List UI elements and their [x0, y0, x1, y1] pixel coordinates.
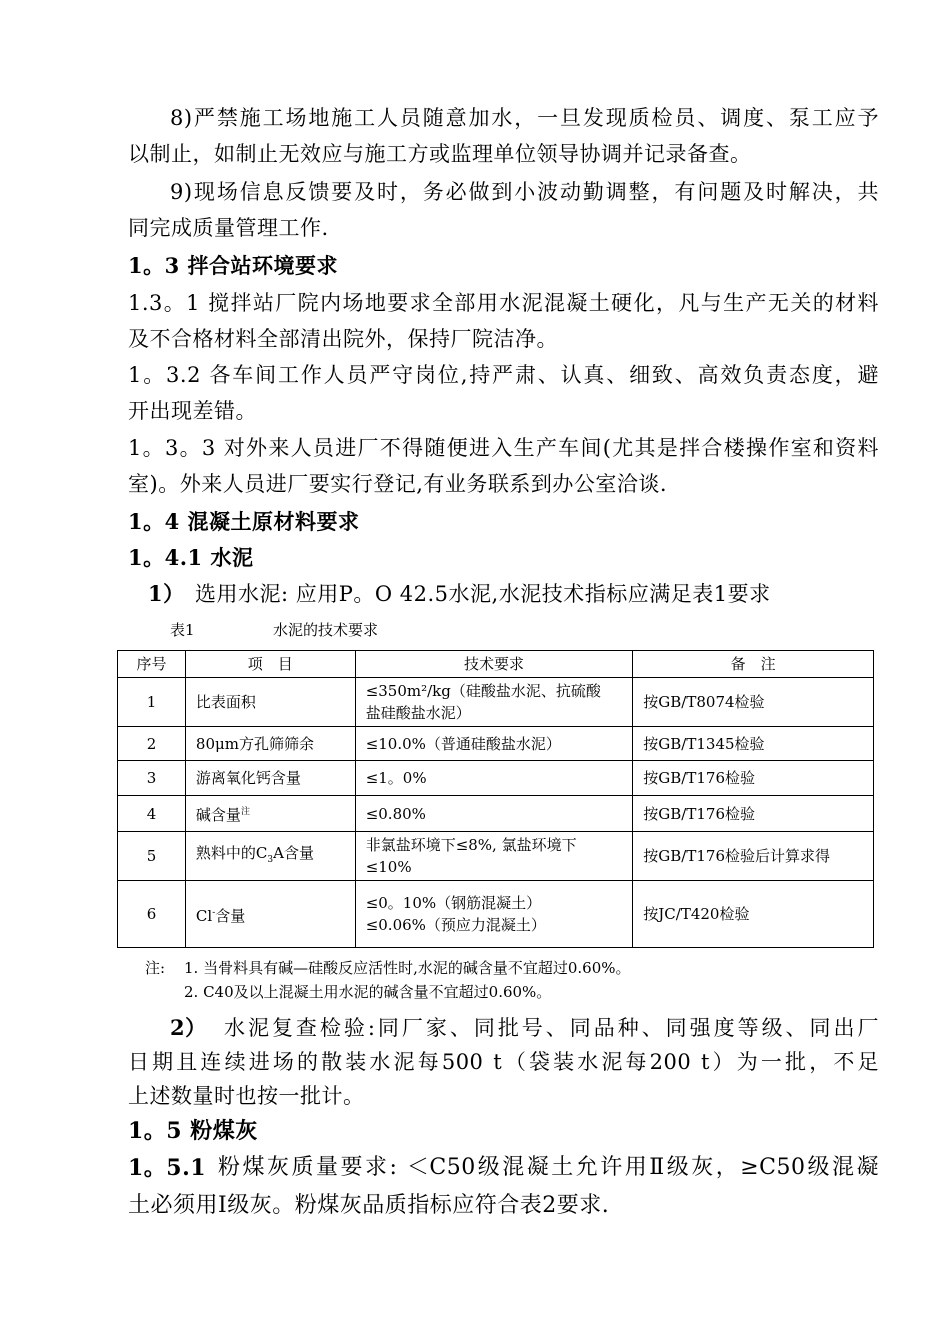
section-1-3-2-line-1: 1。3.2 各车间工作人员严守岗位,持严肃、认真、细致、高效负责态度，避 [128, 363, 879, 387]
table-row [118, 761, 874, 796]
section-1-4-1-heading: 1。4.1 水泥 [128, 545, 254, 570]
row-requirement: ≤0。10%（钢筋混凝土） ≤0.06%（预应力混凝土） [355, 881, 633, 948]
table-row [118, 727, 874, 761]
row-item: 比表面积 [185, 678, 355, 727]
row-no: 1 [118, 678, 186, 727]
table-note-2: 2. C40及以上混凝土用水泥的碱含量不宜超过0.60%。 [184, 983, 552, 1001]
table-1-caption-title: 水泥的技术要求 [273, 621, 379, 639]
section-1-4-heading: 1。4 混凝土原材料要求 [128, 509, 360, 534]
table-notes-label: 注: [145, 959, 166, 977]
row-remark: 按JC/T420检验 [633, 881, 874, 948]
table-row [118, 832, 874, 881]
row-remark: 按GB/T176检验 [633, 761, 874, 796]
table-row [118, 796, 874, 832]
item-2-line-1: 水泥复查检验:同厂家、同批号、同品种、同强度等级、同出厂 [224, 1016, 879, 1040]
item-1-number: 1） [148, 581, 185, 606]
section-1-3-3-line-1: 1。3。3 对外来人员进厂不得随便进入生产车间(尤其是拌合楼操作室和资料 [128, 436, 879, 460]
row-requirement: 非氯盐环境下≤8%, 氯盐环境下 ≤10% [355, 832, 633, 881]
section-1-3-3-line-2: 室)。外来人员进厂要实行登记,有业务联系到办公室洽谈. [128, 472, 668, 496]
paragraph-9-line-2: 同完成质量管理工作. [128, 216, 329, 240]
row-no: 3 [118, 761, 186, 796]
row-item: 熟料中的$C_3A$含量 [185, 832, 355, 881]
section-1-3-1-line-1: 1.3。1 搅拌站厂院内场地要求全部用水泥混凝土硬化，凡与生产无关的材料 [128, 291, 879, 315]
item-2-line-3: 上述数量时也按一批计。 [128, 1084, 365, 1108]
table-row [118, 678, 874, 727]
table-1-caption-number: 表1 [170, 621, 195, 639]
item-1-text: 选用水泥: 应用P。O 42.5水泥,水泥技术指标应满足表1要求 [195, 582, 771, 606]
section-1-5-1-line-1: 粉煤灰质量要求: ＜C50级混凝土允许用Ⅱ级灰，≥C50级混凝 [218, 1155, 879, 1180]
row-item: Cl-含量 [185, 881, 355, 948]
table-row [118, 881, 874, 948]
section-1-5-1-number: 1。5.1 [128, 1155, 207, 1181]
header-item: 项 目 [185, 651, 355, 678]
header-requirement: 技术要求 [355, 651, 633, 678]
row-requirement: ≤0.80% [355, 796, 633, 832]
section-1-5-heading: 1。5 粉煤灰 [128, 1118, 258, 1144]
paragraph-8-line-1: 8)严禁施工场地施工人员随意加水，一旦发现质检员、调度、泵工应予 [170, 106, 879, 130]
section-1-3-1-line-2: 及不合格材料全部清出院外，保持厂院洁净。 [128, 327, 558, 351]
row-no: 6 [118, 881, 186, 948]
cement-spec-table [117, 650, 874, 948]
row-item: 游离氧化钙含量 [185, 761, 355, 796]
row-no: 5 [118, 832, 186, 881]
header-remark: 备 注 [633, 651, 874, 678]
row-requirement: ≤350m²/kg（硅酸盐水泥、抗硫酸 盐硅酸盐水泥） [355, 678, 633, 727]
row-requirement: ≤10.0%（普通硅酸盐水泥） [355, 727, 633, 761]
table-header-row [118, 651, 874, 678]
section-1-3-heading: 1。3 拌合站环境要求 [128, 253, 339, 278]
row-no: 2 [118, 727, 186, 761]
row-remark: 按GB/T176检验后计算求得 [633, 832, 874, 881]
table-note-1: 1. 当骨料具有碱—硅酸反应活性时,水泥的碱含量不宜超过0.60%。 [184, 959, 631, 977]
row-no: 4 [118, 796, 186, 832]
row-item: 80μm方孔筛筛余 [185, 727, 355, 761]
row-requirement: ≤1。0% [355, 761, 633, 796]
row-remark: 按GB/T176检验 [633, 796, 874, 832]
header-no: 序号 [118, 651, 186, 678]
item-2-line-2: 日期且连续进场的散装水泥每500 t（袋装水泥每200 t）为一批，不足 [128, 1050, 879, 1074]
row-remark: 按GB/T8074检验 [633, 678, 874, 727]
row-remark: 按GB/T1345检验 [633, 727, 874, 761]
paragraph-8-line-2: 以制止，如制止无效应与施工方或监理单位领导协调并记录备查。 [128, 142, 752, 166]
paragraph-9-line-1: 9)现场信息反馈要及时，务必做到小波动勤调整，有问题及时解决，共 [170, 180, 879, 204]
row-item: 碱含量$^注$ [185, 796, 355, 832]
section-1-5-1-line-2: 土必须用Ⅰ级灰。粉煤灰品质指标应符合表2要求. [128, 1193, 610, 1218]
section-1-3-2-line-2: 开出现差错。 [128, 399, 257, 423]
item-2-number: 2） [170, 1015, 207, 1040]
